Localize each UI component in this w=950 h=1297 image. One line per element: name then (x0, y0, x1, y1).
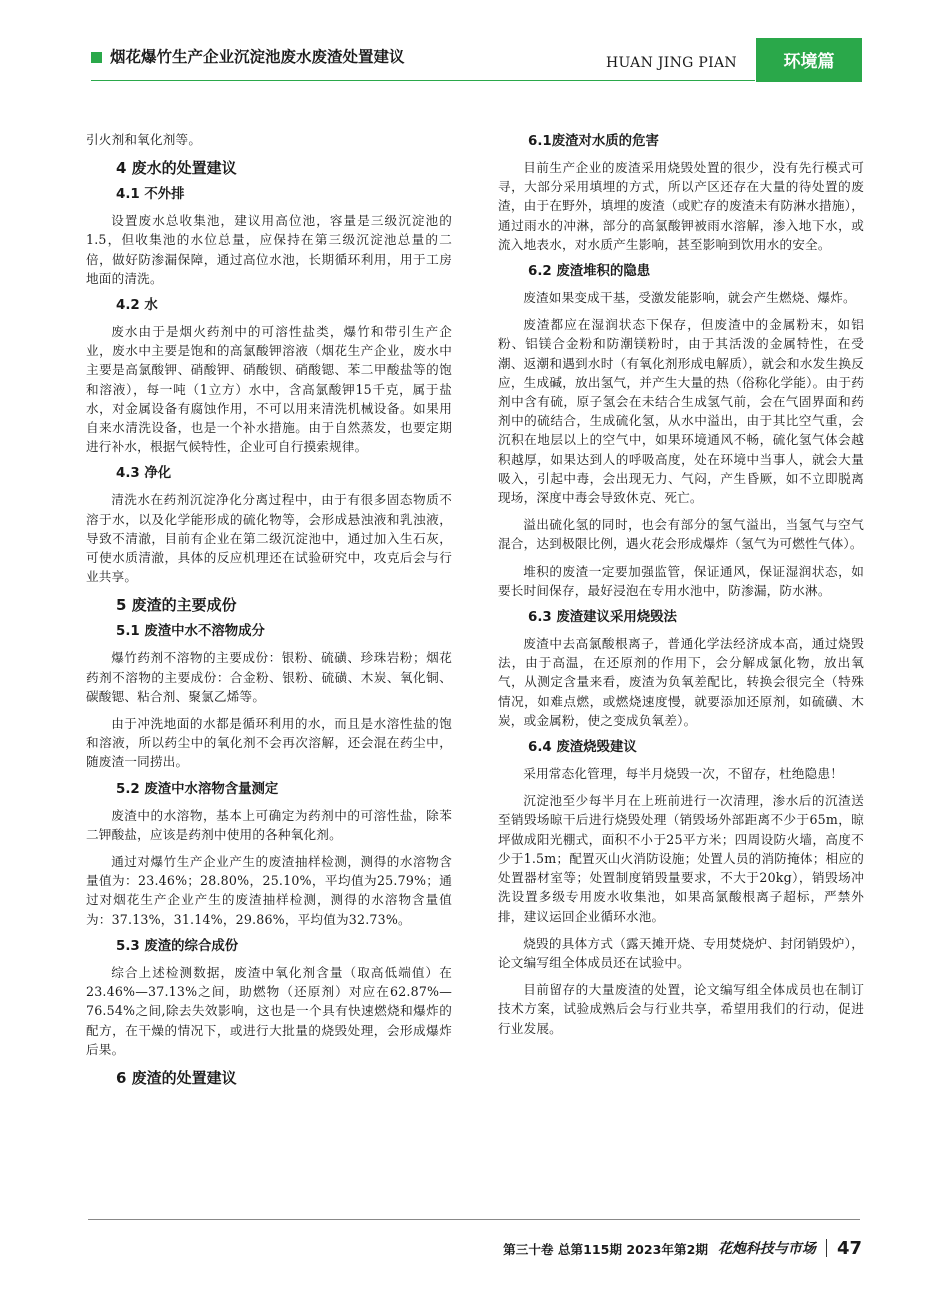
page-header (0, 0, 950, 82)
paragraph: 目前生产企业的废渣采用烧毁处置的很少，没有先行模式可寻，大部分采用填埋的方式，所以产区还存在大量的待处置的废渣，由于在野外，填埋的废渣（或贮存的废渣未有防淋水措施），通过雨水的冲淋，部分的高氯酸钾被雨水溶解，渗入地下水，或流入地表水，对水质产生影响，甚至影响到饮用水的安全。 (498, 160, 864, 252)
paragraph: 清洗水在药剂沉淀净化分离过程中，由于有很多固态物质不溶于水，以及化学能形成的硫化物等，会形成悬浊液和乳浊液，导致不清澈，目前有企业在第二级沉淀池中，通过加入生石灰，可使水质清澈，具体的反应机理还在试验研究中，攻克后会与行业共享。 (86, 492, 452, 585)
paragraph: 烧毁的具体方式（露天摊开烧、专用焚烧炉、封闭销毁炉），论文编写组全体成员还在试验中。 (498, 935, 864, 970)
paragraph: 废渣都应在湿润状态下保存，但废渣中的金属粉末，如铝粉、铝镁合金粉和防潮镁粉时，由于其活泼的金属特性，在受潮、返潮和遇到水时（有氧化剂形成电解质），就会和水发生换反应，生成碱，放出氢气，并产生大量的热（俗称化学能）。由于药剂中含有硫，原子氢会在未结合生成氢气前，会在气固界面和药剂中的硫结合，生成硫化氢，从水中溢出，由于其比空气重，会沉积在地层以上的空气中，如果环境通风不畅，硫化氢气体会越积越厚，如果达到人的呼吸高度，处在环境中当事人，就会大量吸入，引起中毒，会出现无力、气闷，产生昏厥，如不立即脱离现场，深度中毒会导致休克、死亡。 (498, 317, 864, 506)
subsection-heading-5-2: 5.2 废渣中水溶物含量测定 (116, 781, 279, 797)
paragraph: 由于冲洗地面的水都是循环利用的水，而且是水溶性盐的饱和溶液，所以药尘中的氧化剂不会再次溶解，还会混在药尘中，随废渣一同捞出。 (86, 716, 452, 770)
header-rule (91, 80, 755, 81)
subsection-heading-6-2: 6.2 废渣堆积的隐患 (528, 264, 651, 280)
paragraph: 通过对爆竹生产企业产生的废渣抽样检测，测得的水溶物含量值为：23.46%；28.80%，25.10%，平均值为25.79%；通过对烟花生产企业产生的废渣抽样检测，测得的水溶物含量值为：37.13%，31.14%，29.86%，平均值为32.73%。 (86, 854, 452, 927)
paragraph: 沉淀池至少每半月在上班前进行一次清理，渗水后的沉渣送至销毁场晾干后进行烧毁处理（销毁场外部距离不少于65m，晾坪做成阳光棚式，面积不小于25平方米；四周设防火墙，高度不少于1.5m；配置灭山火消防设施；处置人员的消防掩体；相应的处置器材室等；处置制度销毁量要求，不大于20kg），销毁场冲洗设置多级专用废水收集池，如果高氯酸根离子超标，严禁外排，建议运回企业循环水池。 (498, 793, 864, 924)
subsection-heading-5-1: 5.1 废渣中水不溶物成分 (116, 624, 265, 640)
section-heading-4: 4 废水的处置建议 (116, 159, 237, 178)
section-tab: 环境篇 (756, 38, 862, 82)
right-column (498, 130, 864, 1046)
paragraph: 采用常态化管理，每半月烧毁一次，不留存，杜绝隐患！ (523, 766, 844, 782)
subsection-heading-5-3: 5.3 废渣的综合成份 (116, 938, 239, 954)
page-footer (503, 1236, 862, 1260)
page-number: 47 (836, 1237, 862, 1259)
journal-name: 花炮科技与市场 (717, 1241, 816, 1257)
paragraph: 堆积的废渣一定要加强监管，保证通风，保证湿润状态，如要长时间保存，最好浸泡在专用水池中，防渗漏，防水淋。 (498, 563, 864, 598)
paragraph: 爆竹药剂不溶物的主要成份：银粉、硫磺、珍珠岩粉；烟花药剂不溶物的主要成份：合金粉、银粉、硫磺、木炭、氧化铜、碳酸锶、粘合剂、聚氯乙烯等。 (86, 650, 452, 704)
paragraph: 综合上述检测数据，废渣中氧化剂含量（取高低端值）在23.46%—37.13%之间，助燃物（还原剂）对应在62.87%—76.54%之间,除去失效影响，这也是一个具有快速燃烧和爆炸的配方，在干燥的情况下，或进行大批量的烧毁处理，会形成爆炸后果。 (86, 964, 452, 1057)
paragraph: 引火剂和氧化剂等。 (86, 132, 202, 147)
paragraph: 废渣中去高氯酸根离子，普通化学法经济成本高，通过烧毁法，由于高温，在还原剂的作用下，会分解成氯化物，放出氧气，从测定含量来看，废渣为负氧差配比，转换会很完全（特殊情况，如难点燃，或燃烧速度慢，就要添加还原剂，如硫磺、木炭，或金属粉，使之变成负氧差）。 (498, 636, 864, 728)
paragraph: 废水由于是烟火药剂中的可溶性盐类，爆竹和带引生产企业，废水中主要是饱和的高氯酸钾溶液（烟花生产企业，废水中主要是高氯酸钾、硝酸钾、硝酸钡、硝酸锶、苯二甲酸盐等的饱和溶液），每一吨（1立方）水中，含高氯酸钾15千克，属于盐水，对金属设备有腐蚀作用，不可以用来清洗机械设备。如果用自来水清洗设备，也是一个补水措施。由于自然蒸发，也要定期进行补水，根据气候特性，企业可自行摸索规律。 (86, 324, 452, 455)
section-heading-6: 6 废渣的处置建议 (116, 1068, 237, 1087)
section-pinyin: HUAN JING PIAN (606, 55, 737, 71)
subsection-heading-6-1: 6.1废渣对水质的危害 (528, 134, 659, 149)
subsection-heading-4-1: 4.1 不外排 (116, 187, 185, 203)
left-column (86, 130, 452, 1095)
section-heading-5: 5 废渣的主要成份 (116, 596, 237, 615)
subsection-heading-4-2: 4.2 水 (116, 298, 158, 314)
paragraph: 废渣如果变成干基，受激发能影响，就会产生燃烧、爆炸。 (523, 290, 856, 306)
header-marker (91, 52, 102, 63)
footer-divider (826, 1239, 827, 1257)
paragraph: 溢出硫化氢的同时，也会有部分的氢气溢出，当氢气与空气混合，达到极限比例，遇火花会形成爆炸（氢气为可燃性气体）。 (498, 517, 864, 552)
issue-info: 第三十卷 总第115期 2023年第2期 (503, 1241, 708, 1257)
subsection-heading-4-3: 4.3 净化 (116, 466, 172, 482)
subsection-heading-6-4: 6.4 废渣烧毁建议 (528, 740, 637, 756)
article-title: 烟花爆竹生产企业沉淀池废水废渣处置建议 (110, 48, 405, 66)
paragraph: 设置废水总收集池，建议用高位池，容量是三级沉淀池的1.5，但收集池的水位总量，应保持在第三级沉淀池总量的二倍，做好防渗漏保障，通过高位水池，长期循环利用，用于工房地面的清洗。 (86, 213, 452, 286)
footer-rule (88, 1219, 860, 1220)
paragraph: 目前留存的大量废渣的处置，论文编写组全体成员也在制订技术方案，试验成熟后会与行业共享，希望用我们的行动，促进行业发展。 (498, 982, 864, 1036)
subsection-heading-6-3: 6.3 废渣建议采用烧毁法 (528, 610, 677, 626)
paragraph: 废渣中的水溶物，基本上可确定为药剂中的可溶性盐，除苯二钾酸盐，应该是药剂中使用的各种氧化剂。 (86, 807, 452, 842)
